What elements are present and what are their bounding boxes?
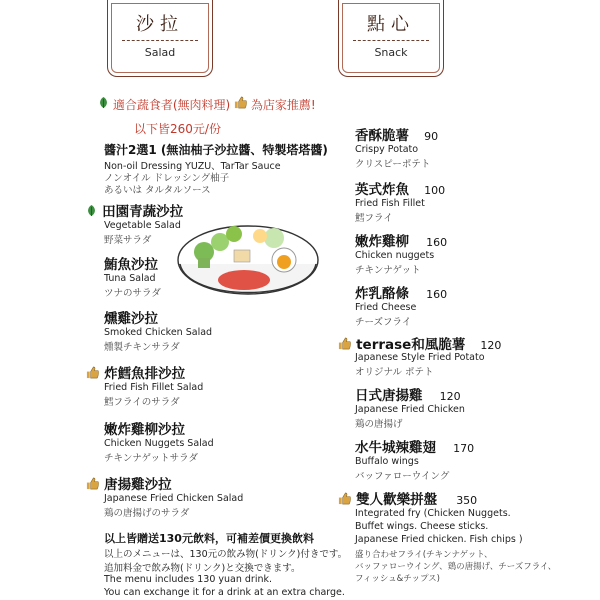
snack-price: 350 <box>456 494 478 507</box>
recommend-note-text: 為店家推薦! <box>250 98 316 112</box>
snack-en: Buffalo wings <box>355 456 419 467</box>
list-item <box>355 178 445 198</box>
snack-price: 170 <box>453 442 475 455</box>
snack-jp: チーズフライ <box>355 317 412 328</box>
snack-en: Japanese Style Fried Potato <box>355 352 485 363</box>
snack-price: 90 <box>424 130 439 143</box>
list-item <box>86 362 185 382</box>
list-item <box>355 436 474 456</box>
thumbs-up-icon <box>86 477 99 490</box>
salad-header-divider <box>122 40 198 41</box>
thumbs-up-icon <box>338 492 351 505</box>
salad-name: 炸鱈魚排沙拉 <box>104 366 186 382</box>
thumbs-up-icon <box>86 366 99 379</box>
salad-header <box>107 0 213 77</box>
salad-jp: ツナのサラダ <box>104 288 161 299</box>
salad-name: 燻雞沙拉 <box>104 311 158 327</box>
salad-name: 鮪魚沙拉 <box>104 257 158 273</box>
salad-name: 田園青蔬沙拉 <box>102 204 184 220</box>
list-item <box>338 488 477 508</box>
snack-en: Fried Fish Fillet <box>355 198 425 209</box>
snack-name: 英式炸魚 <box>355 182 409 198</box>
snack-name: 日式唐揚雞 <box>355 388 423 404</box>
dressing-jp-line1: ノンオイル ドレッシング柚子 <box>104 173 230 184</box>
snack-price: 120 <box>480 339 502 352</box>
drink-note-en-line1: The menu includes 130 yuan drink. <box>104 574 273 585</box>
snack-name: 香酥脆薯 <box>355 128 409 144</box>
dressing-title: 醬汁2選1 (無油柚子沙拉醬、特製塔塔醬) <box>104 143 328 157</box>
snack-name: terrase和風脆薯 <box>356 337 466 353</box>
list-item <box>355 282 447 302</box>
snack-header-title: 點心 <box>367 14 415 35</box>
snack-price: 160 <box>426 236 448 249</box>
thumbs-up-icon <box>234 96 247 109</box>
snack-price: 100 <box>424 184 446 197</box>
snack-jp: クリスピーポテト <box>355 159 431 170</box>
salad-jp: チキンナゲットサラダ <box>104 453 199 464</box>
snack-jp: 鶏の唐揚げ <box>355 419 403 430</box>
snack-name: 嫩炸雞柳 <box>355 234 409 250</box>
snack-jp: バッファローウイング <box>355 471 450 482</box>
snack-jp: 鱈フライ <box>355 213 393 224</box>
salad-header-subtitle: Salad <box>144 46 176 59</box>
snack-name: 水牛城辣雞翅 <box>355 440 436 456</box>
snack-en: Japanese Fried Chicken <box>355 404 465 415</box>
snack-en: Crispy Potato <box>355 144 419 155</box>
list-item <box>355 230 447 250</box>
salad-header-title: 沙拉 <box>136 14 184 35</box>
list-item <box>355 124 438 144</box>
platter-jp-line3: フィッシュ&チップス) <box>355 574 441 584</box>
snack-en: Fried Cheese <box>355 302 417 313</box>
drink-note-cn: 以上皆贈送130元飲料，可補差價更換飲料 <box>104 532 314 545</box>
snack-jp: オリジナル ポテト <box>355 367 434 378</box>
platter-en-line3: Japanese Fried chicken. Fish chips ) <box>355 534 523 545</box>
snack-price: 120 <box>439 390 461 403</box>
snack-name: 炸乳酪條 <box>355 286 409 302</box>
platter-en-line1: Integrated fry (Chicken Nuggets. <box>355 508 511 519</box>
salad-jp: 鱈フライのサラダ <box>104 397 180 408</box>
snack-price: 160 <box>426 288 448 301</box>
snack-header-subtitle: Snack <box>374 46 408 59</box>
drink-note-jp-line1: 以上のメニューは、130元の飲み物(ドリンク)付きです。 <box>104 549 348 560</box>
salad-en: Vegetable Salad <box>104 220 181 231</box>
snack-jp: チキンナゲット <box>355 265 421 276</box>
salad-jp: 鶏の唐揚げのサラダ <box>104 508 190 519</box>
snack-en: Chicken nuggets <box>355 250 435 261</box>
salad-en: Tuna Salad <box>104 273 156 284</box>
veg-note-text: 適合蔬食者(無肉料理) <box>112 98 231 112</box>
leaf-icon <box>86 204 97 217</box>
drink-note-jp-line2: 追加料金で飲み物(ドリンク)と交換できます。 <box>104 563 301 574</box>
snack-name: 雙人歡樂拼盤 <box>356 492 438 508</box>
snack-header-divider <box>353 40 429 41</box>
drink-note-en-line2: You can exchange it for a drink at an extra charge. <box>104 587 345 598</box>
thumbs-up-icon <box>338 337 351 350</box>
platter-en-line2: Buffet wings. Cheese sticks. <box>355 521 489 532</box>
platter-jp-line1: 盛り合わせフライ(チキンナゲット、 <box>355 550 493 560</box>
veg-note <box>98 96 316 113</box>
list-item <box>355 384 461 404</box>
snack-header <box>338 0 444 77</box>
salad-name: 嫩炸雞柳沙拉 <box>104 422 185 438</box>
salad-jp: 野菜サラダ <box>104 235 152 246</box>
list-item <box>338 333 501 353</box>
salad-name: 唐揚雞沙拉 <box>104 477 172 493</box>
leaf-icon <box>98 96 109 109</box>
salad-jp: 燻製チキンサラダ <box>104 342 180 353</box>
salad-en: Fried Fish Fillet Salad <box>104 382 204 393</box>
salad-en: Smoked Chicken Salad <box>104 327 213 338</box>
platter-jp-line2: バッファローウイング、鶏の唐揚げ、チーズフライ、 <box>355 562 557 572</box>
dressing-en: Non-oil Dressing YUZU、TarTar Sauce <box>104 161 281 172</box>
dressing-jp-line2: あるいは タルタルソース <box>104 185 211 196</box>
salad-en: Japanese Fried Chicken Salad <box>104 493 244 504</box>
salad-price-note: 以下皆260元/份 <box>134 122 221 136</box>
salad-en: Chicken Nuggets Salad <box>104 438 214 449</box>
salad-bowl-illustration <box>174 212 322 312</box>
list-item <box>86 200 183 220</box>
list-item <box>86 473 172 493</box>
